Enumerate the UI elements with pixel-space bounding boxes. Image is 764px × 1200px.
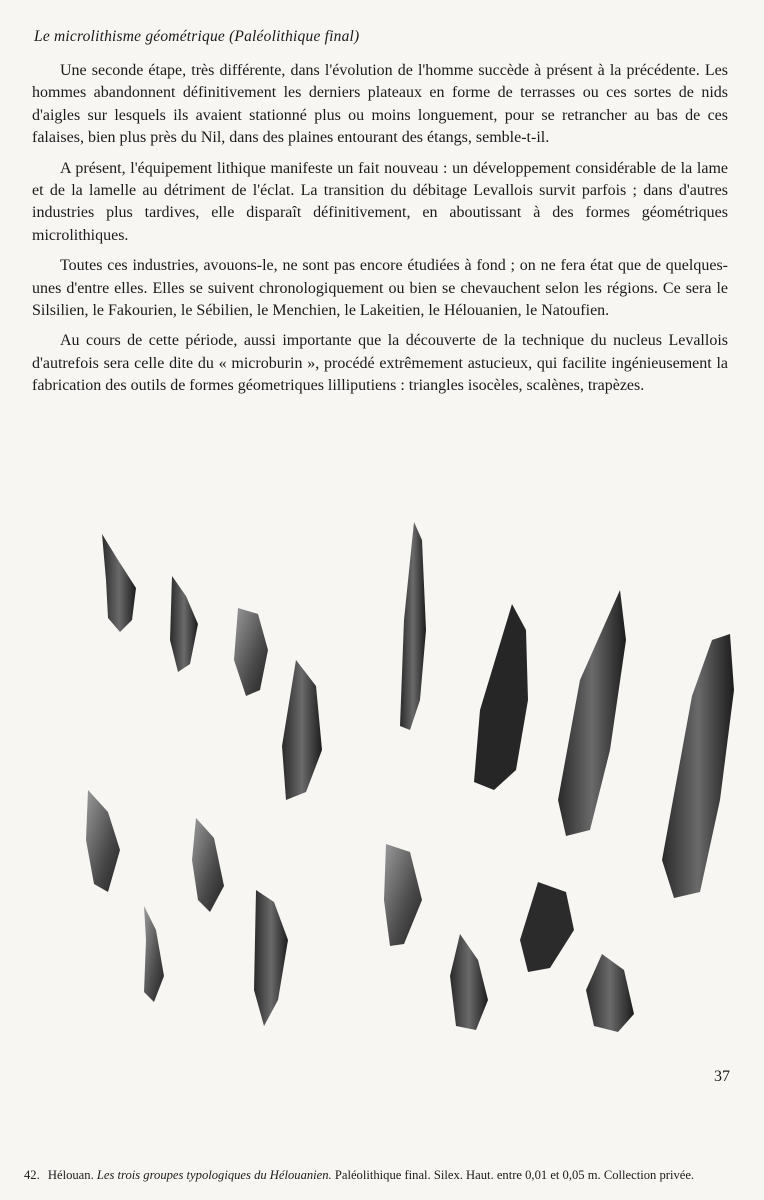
flint-microlith xyxy=(192,818,224,912)
flint-blade xyxy=(474,604,528,790)
body-text xyxy=(32,60,728,406)
paragraph: Au cours de cette période, aussi importante que la découverte de la technique du nucleus Levallois d'autrefois sera celle dite du « microburin », procédé extrêmement astucieux, qui facilite ingénieusement la fabrication des outils de formes géometriques lilliputiens : triangles isocèles, scalènes, trapèzes. xyxy=(32,332,728,395)
artifact-photograph xyxy=(60,500,750,1060)
flint-blade xyxy=(282,660,322,800)
flint-blade xyxy=(234,608,268,696)
paragraph: Une seconde étape, très différente, dans l'évolution de l'homme succède à présent à la précédente. Les hommes abandonnent définitivement les derniers plateaux en forme de terrasses ou ces sortes de nids d'aigles sur lesquels ils avaient stationné plus ou moins longuement, pour se retrancher au bas de ces falaises, bien plus près du Nil, dans des plaines entourant des étangs, semble-t-il. xyxy=(32,62,728,147)
caption-details: Paléolithique final. Silex. Haut. entre 0,01 et 0,05 m. Collection privée. xyxy=(334,1168,695,1182)
flint-tools-illustration xyxy=(60,500,750,1060)
flint-microlith xyxy=(144,906,164,1002)
paragraph: A présent, l'équipement lithique manifeste un fait nouveau : un développement considérable de la lame et de la lamelle au détriment de l'éclat. La transition du débitage Levallois survit parfois ; dans d'autres industries plus tardives, elle disparaît définitivement, en aboutissant à des formes géométriques microlithiques. xyxy=(32,159,728,244)
flint-blade xyxy=(170,576,198,672)
flint-microlith xyxy=(384,844,422,946)
flint-blade xyxy=(400,522,426,730)
figure-caption xyxy=(24,1168,744,1183)
flint-blade xyxy=(558,590,626,836)
flint-microlith xyxy=(586,954,634,1032)
flint-blade xyxy=(102,534,136,632)
flint-microlith xyxy=(450,934,488,1030)
section-title: Le microlithisme géométrique (Paléolithique final) xyxy=(34,28,360,45)
paragraph: Toutes ces industries, avouons-le, ne sont pas encore étudiées à fond ; on ne fera état que de quelques-unes d'entre elles. Elles se suivent chronologiquement ou bien se chevauchent selon les régions. Ce sera le Silsilien, le Fakourien, le Sébilien, le Menchien, le Lakeitien, le Hélouanien, le Natoufien. xyxy=(32,257,728,320)
caption-title: Les trois groupes typologiques du Hélouanien. xyxy=(96,1168,332,1182)
flint-microlith xyxy=(86,790,120,892)
flint-blade xyxy=(662,634,734,898)
caption-place: Hélouan. xyxy=(47,1168,94,1182)
flint-microlith xyxy=(254,890,288,1026)
flint-microlith xyxy=(520,882,574,972)
page-number: 37 xyxy=(714,1068,730,1085)
caption-number: 42. xyxy=(24,1168,40,1182)
